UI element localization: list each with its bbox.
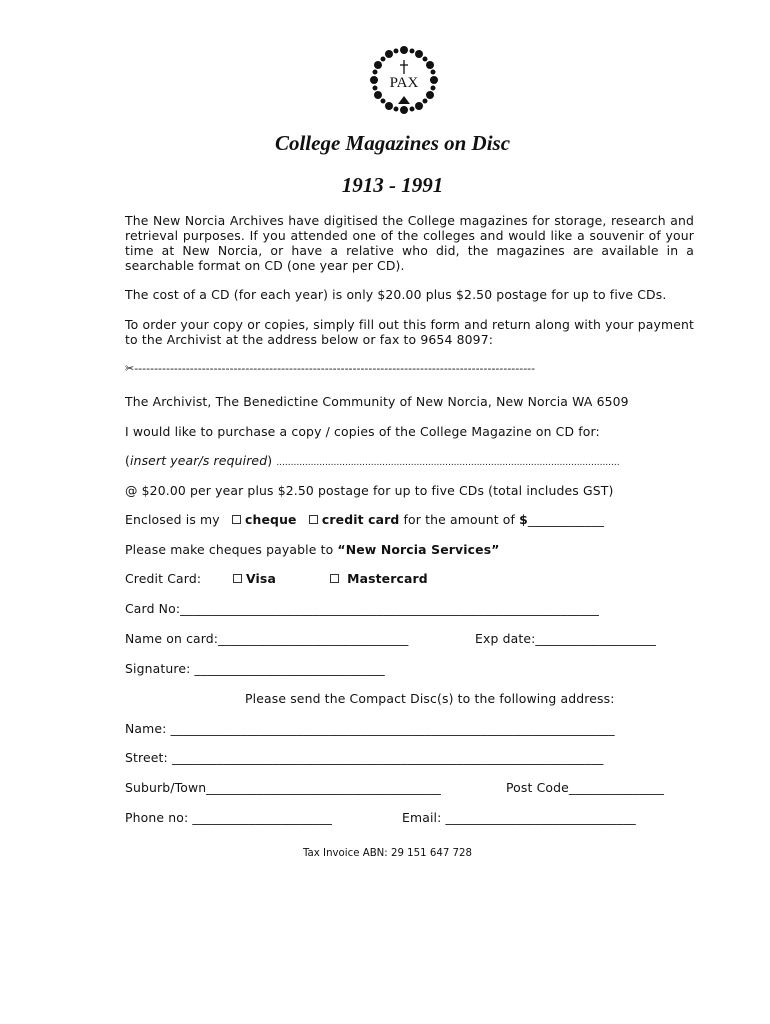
email-field[interactable]: Email: ______________________________ [402,810,636,825]
tax-invoice-abn: Tax Invoice ABN: 29 151 647 728 [303,848,472,859]
pax-wreath-seal-icon [368,44,440,116]
visa-label: Visa [246,571,276,586]
credit-card-checkbox[interactable] [309,515,318,524]
mastercard-checkbox[interactable] [330,574,339,583]
suburb-field[interactable]: Suburb/Town_____________________________________ [125,780,442,795]
year-field[interactable] [125,453,620,471]
amount-text: for the amount of [403,512,516,527]
payable-line [125,542,500,557]
credit-card-line [125,571,428,586]
seal-text: PAX [389,75,419,91]
phone-field[interactable]: Phone no: ______________________ [125,810,332,825]
postcode-field[interactable]: Post Code_______________ [506,780,665,795]
payee-name: “New Norcia Services” [337,542,500,557]
enclosed-line [125,512,604,527]
year-label: insert year/s required [129,453,268,468]
name-on-card-field[interactable]: Name on card:______________________________ [125,631,409,646]
order-paragraph: To order your copy or copies, simply fill out this form and return along with your payment to the Archivist at the address below or fax to 9654 8097: [125,317,694,347]
year-label-open: ( [125,453,130,468]
cost-paragraph: The cost of a CD (for each year) is only $20.00 plus $2.50 postage for up to five CDs. [125,287,667,302]
cheque-label: cheque [245,512,297,527]
name-field[interactable]: Name: ______________________________________________________________________ [125,721,615,736]
year-range: 1913 - 1991 [341,173,444,197]
card-number-field[interactable]: Card No:__________________________________________________________________ [125,601,599,616]
year-dots: ........................................................................................................................ [276,458,620,468]
amount-field[interactable]: ____________ [527,512,605,527]
archivist-address: The Archivist, The Benedictine Community of New Norcia, New Norcia WA 6509 [125,394,629,409]
enclosed-prefix: Enclosed is my [125,512,220,527]
visa-checkbox[interactable] [233,574,242,583]
credit-card-type-label: Credit Card: [125,571,202,586]
street-field[interactable]: Street: ____________________________________________________________________ [125,750,604,765]
mastercard-label: Mastercard [347,571,428,586]
page-title: College Magazines on Disc [274,131,511,155]
expiry-date-field[interactable]: Exp date:___________________ [475,631,656,646]
dollar-sign: $ [519,512,528,527]
credit-card-label: credit card [321,512,400,527]
price-line: @ $20.00 per year plus $2.50 postage for up to five CDs (total includes GST) [125,483,614,498]
cheque-checkbox[interactable] [232,515,241,524]
year-label-close: ) [267,453,277,468]
payable-prefix: Please make cheques payable to [125,542,338,557]
intro-paragraph: The New Norcia Archives have digitised the College magazines for storage, research and retrieval purposes. If you attended one of the colleges and would like a souvenir of your time at New Norcia, or have a relative who did, the magazines are available in a searchable format on CD (one year per CD). [125,213,694,273]
purchase-statement: I would like to purchase a copy / copies of the College Magazine on CD for: [125,424,600,439]
send-address-heading: Please send the Compact Disc(s) to the following address: [245,691,615,706]
signature-field[interactable]: Signature: ______________________________ [125,661,385,676]
cut-line: ✂----------------------------------------------------------------------------------------------------- [125,362,536,375]
